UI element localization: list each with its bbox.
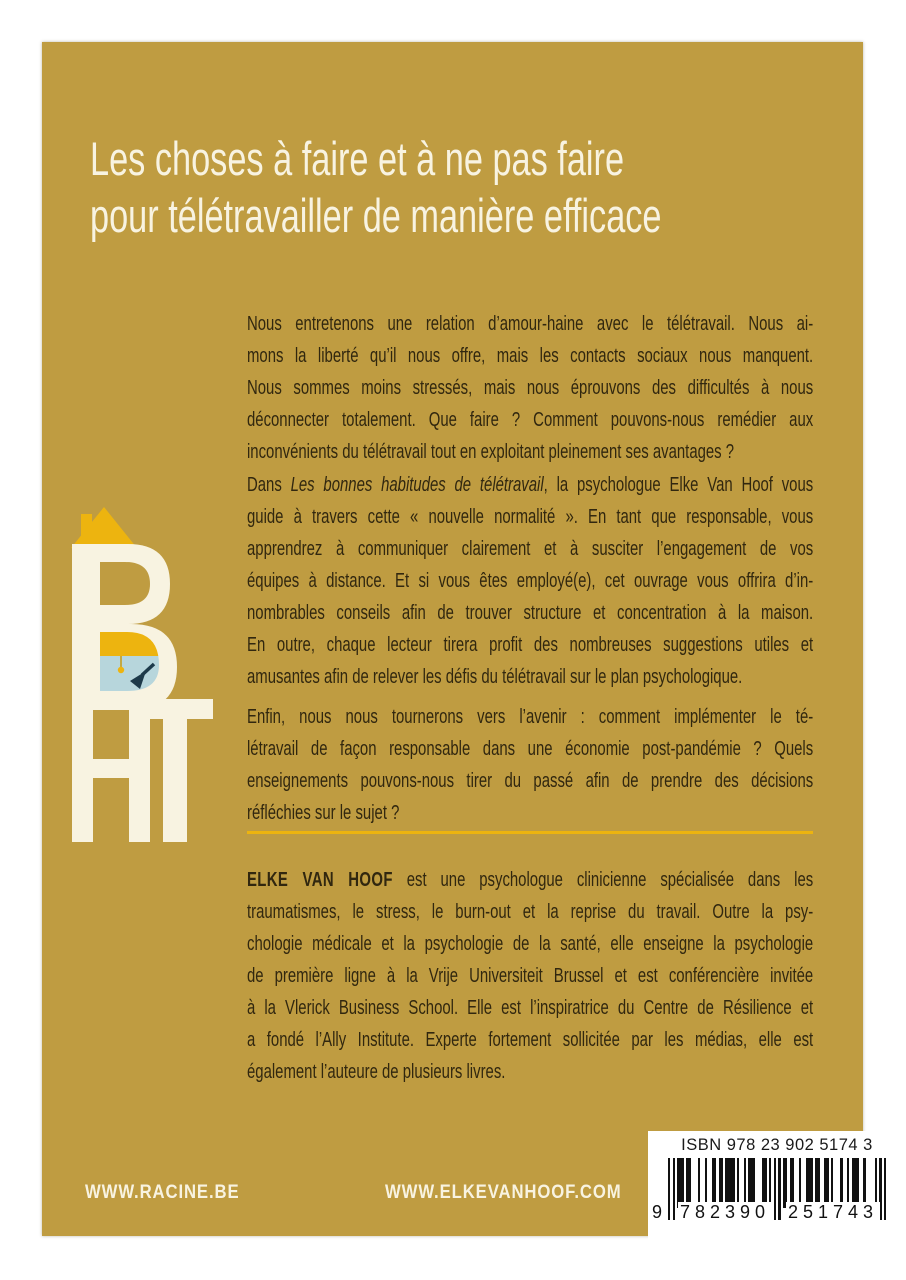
text-line: équipes à distance. Et si vous êtes employé(e), cet ouvrage vous offrira d’in- — [247, 570, 814, 592]
blurb-paragraph-2 — [247, 469, 813, 693]
tagline-line-2: pour télétravailler de manière efficace — [90, 189, 662, 242]
text-line: En outre, chaque lecteur tirera profit des nombreuses suggestions utiles et — [247, 634, 814, 656]
text-line: inconvénients du télétravail tout en exploitant pleinement ses avantages ? — [247, 441, 735, 463]
text-line: traumatismes, le stress, le burn-out et la reprise du travail. Outre la psy- — [247, 901, 814, 923]
text-line: enseignements pouvons-nous tirer du passé afin de prendre des décisions — [247, 770, 814, 792]
text-line — [247, 864, 813, 896]
text-line: Enfin, nous nous tournerons vers l’avenir : comment implémenter le té- — [247, 706, 814, 728]
blurb-paragraph-3 — [247, 701, 813, 829]
text-line: réfléchies sur le sujet ? — [247, 802, 400, 824]
text-segment: est une psychologue clinicienne spécialisée dans les — [392, 869, 814, 891]
blurb-paragraph-1 — [247, 308, 813, 468]
text-line: de première ligne à la Vrije Universiteit Brussel et est conférencière invitée — [247, 965, 814, 987]
text-line: amusantes afin de relever les défis du télétravail sur le plan psychologique. — [247, 666, 743, 688]
text-line: mons la liberté qu’il nous offre, mais les contacts sociaux nous manquent. — [247, 345, 814, 367]
text-line: létravail de façon responsable dans une économie post-pandémie ? Quels — [247, 738, 814, 760]
text-line: déconnecter totalement. Que faire ? Comment pouvons-nous remédier aux — [247, 409, 814, 431]
text-line: Nous entretenons une relation d’amour-haine avec le télétravail. Nous ai- — [247, 313, 814, 335]
tagline-line-1: Les choses à faire et à ne pas faire — [90, 132, 625, 185]
book-title-italic: Les bonnes habitudes de télétravail — [290, 474, 544, 496]
barcode-digit-group2: 251743 — [788, 1202, 879, 1222]
text-line: chologie médicale et la psychologie de la santé, elle enseigne la psychologie — [247, 933, 814, 955]
author-name: ELKE VAN HOOF — [247, 869, 393, 891]
text-segment: , la psychologue Elke Van Hoof vous — [543, 474, 814, 496]
text-line: apprendrez à communiquer clairement et à susciter l’engagement de vos — [247, 538, 814, 560]
text-line: guide à travers cette « nouvelle normalité ». En tant que responsable, vous — [247, 506, 814, 528]
text-line: à la Vlerick Business School. Elle est l’inspiratrice du Centre de Résilience et — [247, 997, 814, 1019]
cover-tagline — [90, 130, 662, 244]
book-back-cover — [42, 42, 863, 1236]
section-divider — [247, 831, 813, 834]
text-segment: Dans — [247, 474, 291, 496]
text-line: également l’auteure de plusieurs livres. — [247, 1061, 506, 1083]
barcode-digit-lead: 9 — [652, 1202, 663, 1222]
author-bio — [247, 864, 813, 1088]
text-line: a fondé l’Ally Institute. Experte fortement sollicitée par les médias, elle est — [247, 1029, 814, 1051]
home-office-scene-icon — [100, 632, 160, 692]
barcode-digit-group1: 782390 — [680, 1202, 771, 1222]
author-website: WWW.ELKEVANHOOF.COM — [385, 1182, 622, 1203]
isbn-label: ISBN 978 23 902 5174 3 — [681, 1136, 873, 1154]
text-line — [247, 469, 813, 501]
text-line: Nous sommes moins stressés, mais nous éprouvons des difficultés à nous — [247, 377, 814, 399]
bht-logo-icon — [70, 504, 220, 849]
text-line: nombrables conseils afin de trouver structure et concentration à la maison. — [247, 602, 814, 624]
publisher-website: WWW.RACINE.BE — [85, 1182, 240, 1203]
isbn-barcode-block — [648, 1131, 906, 1280]
